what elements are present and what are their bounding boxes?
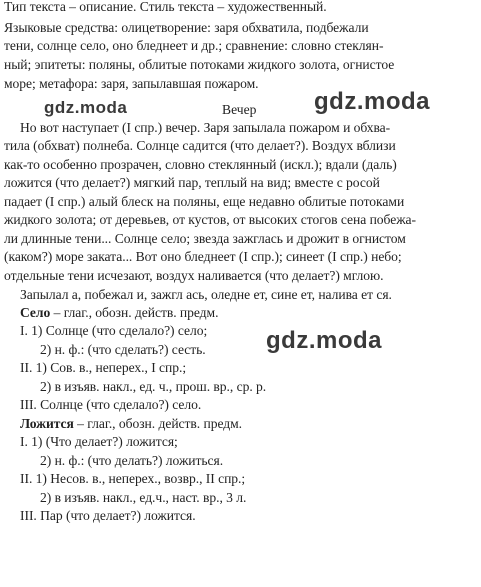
analysis-2-line-3: II. 1) Несов. в., неперех., возвр., II спр.; [20, 471, 246, 486]
analysis-2-line-1: I. 1) (Что делает?) ложится; [20, 434, 178, 449]
analysis-1-line-4: 2) в изъяв. накл., ед. ч., прош. вр., ср. р. [40, 379, 267, 394]
text-line-1: Но вот наступает (I спр.) вечер. Заря запылала пожаром и обхва- [20, 120, 391, 135]
analysis-2-line-2: 2) н. ф.: (что делать?) ложиться. [40, 453, 224, 468]
morphemic-line: Запылал а, побежал и, зажгл ась, оледне ет, сине ет, налива ет ся. [20, 287, 392, 302]
analysis-1-desc: – глаг., обозн. действ. предм. [50, 305, 219, 320]
analysis-2-line-5: III. Пар (что делает?) ложится. [20, 508, 196, 523]
text-line-2: тила (обхват) полнеба. Солнце садится (что делает?). Воздух вблизи [4, 138, 396, 153]
text-line-9: отдельные тени исчезают, воздух наливается (что делает?) мглою. [4, 268, 384, 283]
analysis-2-desc: – глаг., обозн. действ. предм. [73, 416, 243, 431]
intro-line-3: тени, солнце село, оно бледнеет и др.; сравнение: словно стеклян- [4, 38, 384, 53]
watermark-top-left: gdz.moda [44, 98, 128, 117]
watermark-middle: gdz.moda [266, 327, 382, 354]
analysis-1-line-1: I. 1) Солнце (что сделало?) село; [20, 323, 208, 338]
text-line-3: как-то особенно прозрачен, словно стеклянный (искл.); вдали (даль) [4, 157, 397, 172]
analysis-1-heading [20, 304, 218, 321]
text-line-8: (каком?) море заката... Вот оно бледнеет (I спр.); синеет (I спр.) небо; [4, 249, 402, 264]
intro-line-2: Языковые средства: олицетворение: заря обхватила, подбежали [4, 20, 369, 35]
text-line-4: ложится (что делает?) мягкий пар, теплый на вид; вместе с росой [4, 175, 380, 190]
text-line-6: жидкого золота; от деревьев, от кустов, от высоких стогов сена побежа- [4, 212, 417, 227]
analysis-1-word: Село [20, 305, 51, 320]
text-title: Вечер [222, 102, 257, 117]
watermark-top-right: gdz.moda [314, 88, 430, 115]
intro-line-1: Тип текста – описание. Стиль текста – художественный. [4, 0, 327, 14]
analysis-2-line-4: 2) в изъяв. накл., ед.ч., наст. вр., 3 л. [40, 490, 247, 505]
analysis-1-line-2: 2) н. ф.: (что сделать?) сесть. [40, 342, 206, 357]
intro-line-5: море; метафора: заря, запылавшая пожаром. [4, 76, 259, 91]
text-line-7: ли длинные тени... Солнце село; звезда зажглась и дрожит в огнистом [4, 231, 406, 246]
text-line-5: падает (I спр.) алый блеск на поляны, еще недавно облитые потоками [4, 194, 405, 209]
analysis-2-heading [20, 415, 242, 432]
analysis-1-line-3: II. 1) Сов. в., неперех., I спр.; [20, 360, 187, 375]
analysis-2-word: Ложится [20, 416, 74, 431]
analysis-1-line-5: III. Солнце (что сделало?) село. [20, 397, 202, 412]
intro-line-4: ный; эпитеты: поляны, облитые потоками жидкого золота, огнистое [4, 57, 395, 72]
